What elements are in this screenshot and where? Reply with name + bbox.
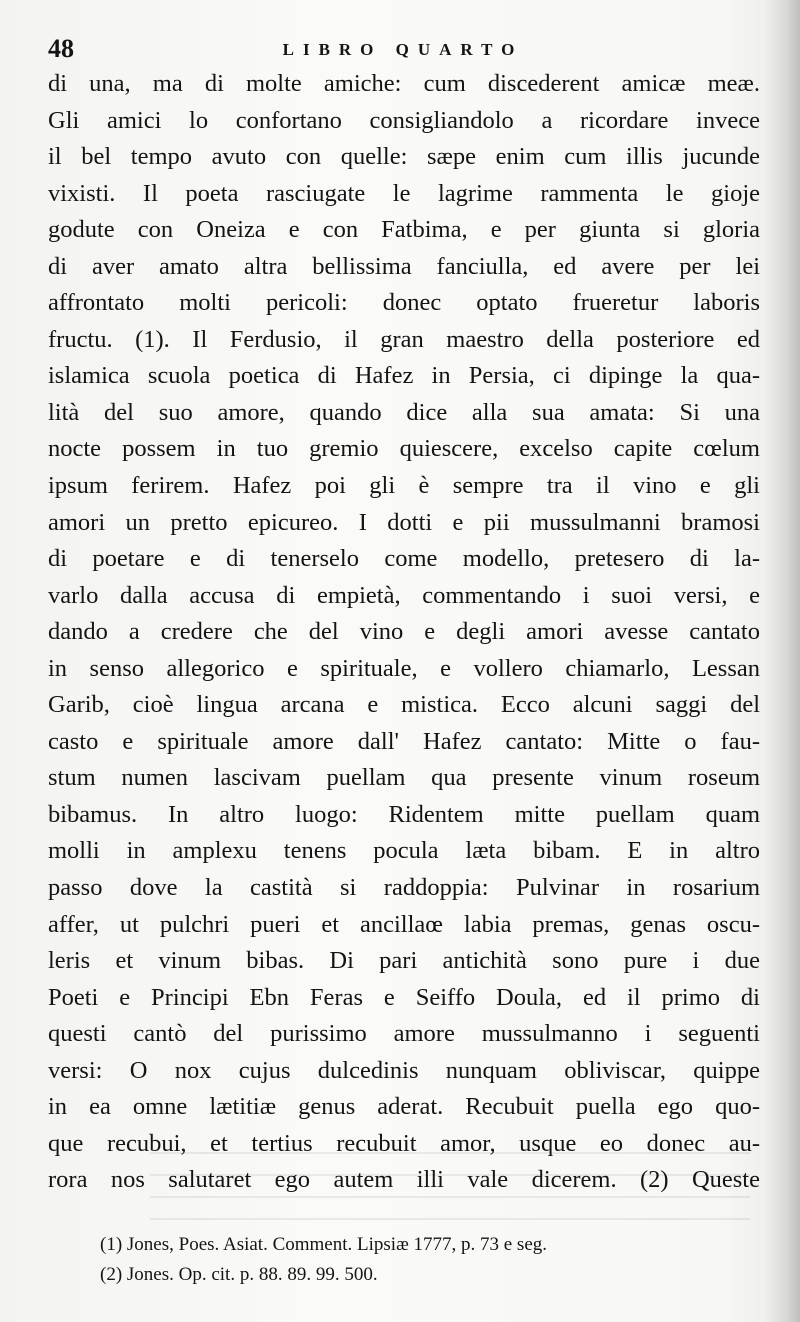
body-line: dando a credere che del vino e degli amori avesse cantato (48, 618, 760, 646)
page-number: 48 (48, 34, 74, 63)
body-line: bibamus. In altro luogo: Ridentem mitte puellam quam (48, 800, 760, 828)
body-line: varlo dalla accusa di empietà, commentando i suoi versi, e (48, 581, 760, 609)
body-line: di poetare e di tenerselo come modello, pretesero di la- (48, 545, 760, 573)
body-line: versi: O nox cujus dulcedinis nunquam obliviscar, quippe (48, 1056, 760, 1084)
body-line: que recubui, et tertius recubuit amor, usque eo donec au- (48, 1129, 760, 1157)
body-line: rora nos salutaret ego autem illi vale dicerem. (2) Queste (48, 1166, 760, 1194)
body-line: passo dove la castità si raddoppia: Pulvinar in rosarium (48, 874, 760, 902)
body-line: stum numen lascivam puellam qua presente vinum roseum (48, 764, 760, 792)
body-line: questi cantò del purissimo amore mussulmanno i seguenti (48, 1020, 760, 1048)
body-line: Poeti e Principi Ebn Feras e Seiffo Doula, ed il primo di (48, 983, 760, 1011)
body-line: il bel tempo avuto con quelle: sæpe enim cum illis jucunde (48, 143, 760, 171)
body-line: fructu. (1). Il Ferdusio, il gran maestro della posteriore ed (48, 325, 760, 353)
body-line: islamica scuola poetica di Hafez in Persia, ci dipinge la qua- (48, 362, 760, 390)
body-line: nocte possem in tuo gremio quiescere, excelso capite cœlum (48, 435, 760, 463)
footnote-2: (2) Jones. Op. cit. p. 88. 89. 99. 500. (100, 1264, 378, 1285)
body-line: lità del suo amore, quando dice alla sua amata: Si una (48, 398, 760, 426)
body-line: leris et vinum bibas. Di pari antichità sono pure i due (48, 947, 760, 975)
body-line: in senso allegorico e spirituale, e vollero chiamarlo, Lessan (48, 654, 760, 682)
body-line: in ea omne lætitiæ genus aderat. Recubuit puella ego quo- (48, 1093, 760, 1121)
show-through-text (150, 1150, 750, 1220)
body-line: molli in amplexu tenens pocula læta bibam. E in altro (48, 837, 760, 865)
body-line: affer, ut pulchri pueri et ancillaœ labia premas, genas oscu- (48, 910, 760, 938)
page-header (48, 34, 758, 66)
body-line: amori un pretto epicureo. I dotti e pii mussulmanni bramosi (48, 508, 760, 536)
body-line: godute con Oneiza e con Fatbima, e per giunta si gloria (48, 216, 760, 244)
body-line: affrontato molti pericoli: donec optato frueretur laboris (48, 289, 760, 317)
page-edge-shadow (764, 0, 800, 1322)
body-line: casto e spirituale amore dall' Hafez cantato: Mitte o fau- (48, 727, 760, 755)
body-text (48, 66, 760, 1199)
body-line: ipsum ferirem. Hafez poi gli è sempre tra il vino e gli (48, 472, 760, 500)
running-title: LIBRO QUARTO (282, 40, 524, 59)
body-line: Garib, cioè lingua arcana e mistica. Ecco alcuni saggi del (48, 691, 760, 719)
body-line: vixisti. Il poeta rasciugate le lagrime rammenta le gioje (48, 179, 760, 207)
footnote-1: (1) Jones, Poes. Asiat. Comment. Lipsiæ 1777, p. 73 e seg. (100, 1234, 548, 1255)
footnotes (100, 1230, 720, 1290)
body-line: di aver amato altra bellissima fanciulla, ed avere per lei (48, 252, 760, 280)
body-line: Gli amici lo confortano consigliandolo a ricordare invece (48, 106, 760, 134)
body-line: di una, ma di molte amiche: cum discederent amicæ meæ. (48, 70, 760, 97)
